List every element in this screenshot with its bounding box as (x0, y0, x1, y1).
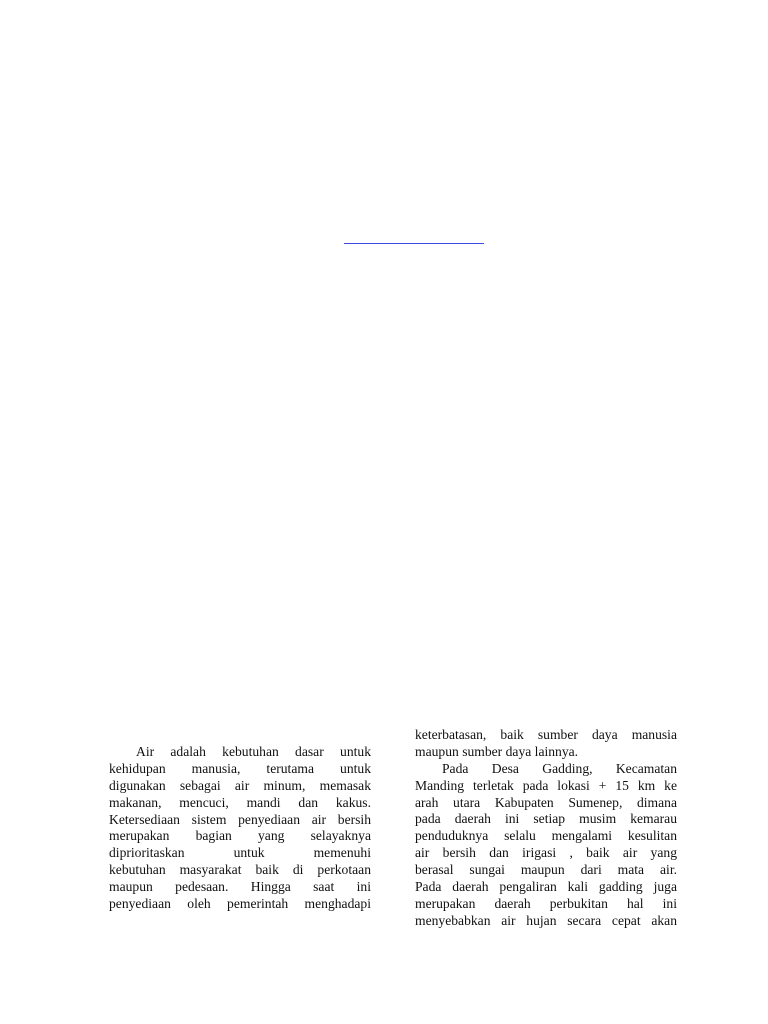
paragraph-line: maupun sumber daya lainnya. (415, 743, 579, 759)
paragraph-line: berasal sungai maupun dari mata air. (415, 862, 677, 878)
paragraph-line: keterbatasan, baik sumber daya manusia (415, 727, 677, 742)
paragraph-line: penyediaan oleh pemerintah menghadapi (109, 896, 371, 912)
paragraph-line: kebutuhan masyarakat baik di perkotaan (109, 862, 371, 878)
paragraph-line: pada daerah ini setiap musim kemarau (415, 811, 677, 827)
paragraph-line: Ketersediaan sistem penyediaan air bersih (109, 811, 371, 827)
paragraph-line: air bersih dan irigasi , baik air yang (415, 845, 677, 861)
paragraph-line: diprioritaskan untuk memenuhi (109, 845, 371, 861)
paragraph-line: maupun pedesaan. Hingga saat ini (109, 879, 371, 895)
paragraph-line: Pada Desa Gadding, Kecamatan (442, 760, 677, 776)
paragraph-line: kehidupan manusia, terutama untuk (109, 760, 371, 776)
paragraph-line: penduduknya selalu mengalami kesulitan (415, 828, 677, 844)
paragraph-line: arah utara Kabupaten Sumenep, dimana (415, 794, 677, 810)
left-text-column (109, 744, 371, 913)
paragraph-line: menyebabkan air hujan secara cepat akan (415, 912, 677, 928)
paragraph-line: digunakan sebagai air minum, memasak (109, 777, 371, 793)
paragraph-line: Air adalah kebutuhan dasar untuk (136, 744, 371, 759)
paragraph-line: merupakan daerah perbukitan hal ini (415, 895, 677, 911)
paragraph-line: Manding terletak pada lokasi + 15 km ke (415, 777, 677, 793)
paragraph-line: makanan, mencuci, mandi dan kakus. (109, 794, 371, 810)
paragraph-line: merupakan bagian yang selayaknya (109, 828, 371, 844)
right-text-column (415, 727, 677, 930)
paragraph-line: Pada daerah pengaliran kali gadding juga (415, 879, 677, 895)
hyperlink-underline (344, 243, 484, 244)
